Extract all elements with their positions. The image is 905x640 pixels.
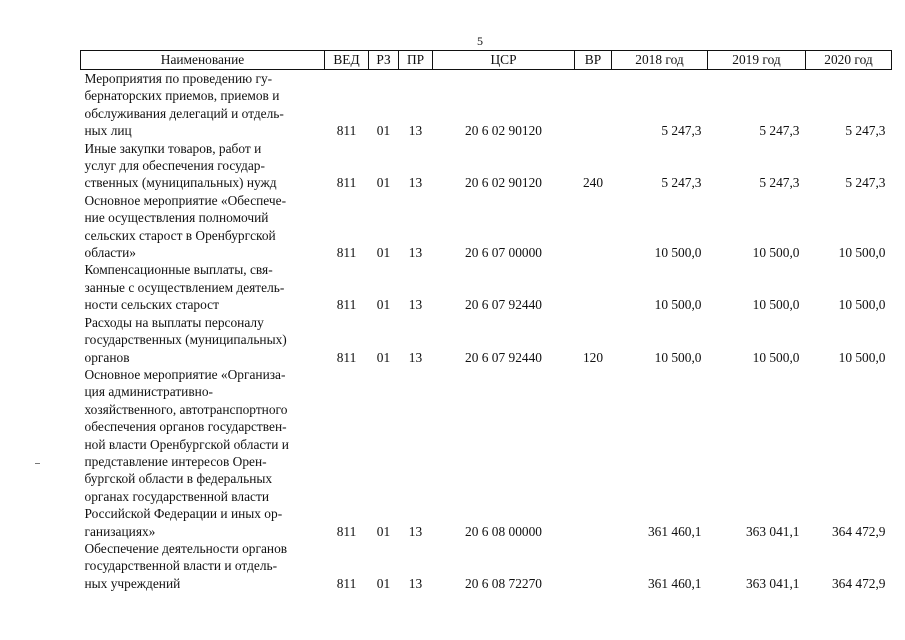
row-csr: 20 6 08 72270: [465, 575, 542, 591]
row-vr: [575, 261, 612, 313]
row-2018: 10 500,0: [654, 349, 702, 365]
row-pr: 13: [408, 523, 423, 539]
row-rz: 01: [376, 245, 391, 261]
row-ved: 811: [336, 575, 357, 591]
col-header-2019: 2019 год: [708, 51, 806, 70]
table-row: [81, 140, 892, 192]
row-csr: 20 6 07 00000: [465, 245, 542, 261]
table-header: [81, 51, 892, 70]
row-vr: [575, 366, 612, 540]
row-csr: 20 6 07 92440: [465, 297, 542, 313]
row-vr: 240: [582, 175, 604, 191]
col-header-csr: ЦСР: [433, 51, 575, 70]
row-2019: 363 041,1: [745, 575, 800, 591]
table-row: [81, 261, 892, 313]
row-2020: 10 500,0: [838, 245, 886, 261]
row-2019: 10 500,0: [752, 245, 800, 261]
row-ved: 811: [336, 245, 357, 261]
row-rz: 01: [376, 523, 391, 539]
header-row: [81, 51, 892, 70]
table-body: [81, 70, 892, 593]
col-header-pr: ПР: [399, 51, 433, 70]
row-name: Расходы на выплаты персоналу государственных (муниципальных) органов: [84, 314, 287, 365]
row-pr: 13: [408, 175, 423, 191]
budget-table: [80, 50, 892, 592]
row-ved: 811: [336, 297, 357, 313]
table-row: [81, 540, 892, 592]
row-2018: 361 460,1: [647, 575, 702, 591]
row-csr: 20 6 07 92440: [465, 349, 542, 365]
row-2020: 5 247,3: [845, 123, 886, 139]
row-name: Мероприятия по проведению гу- бернаторских приемов, приемов и обслуживания делегаций и отдель- ных лиц: [84, 71, 284, 139]
row-2018: 5 247,3: [661, 175, 702, 191]
row-2018: 5 247,3: [661, 123, 702, 139]
row-name: Основное мероприятие «Обеспече- ние осуществления полномочий сельских старост в Оренбургской области»: [84, 192, 287, 261]
row-2020: 10 500,0: [838, 349, 886, 365]
col-header-name: Наименование: [81, 51, 325, 70]
page-number: 5: [477, 34, 483, 48]
row-2019: 363 041,1: [745, 523, 800, 539]
row-vr: [575, 540, 612, 592]
row-ved: 811: [336, 123, 357, 139]
col-header-rz: РЗ: [369, 51, 399, 70]
col-header-2018: 2018 год: [612, 51, 708, 70]
row-csr: 20 6 08 00000: [465, 523, 542, 539]
row-name: Основное мероприятие «Организа- ция административно- хозяйственного, автотранспортного обеспечения органов государствен- ной власти Оренбургской области и представление интересов Орен- бургской области в федеральных органах государственной власти Российской Федерации и иных ор- ганизациях»: [84, 366, 289, 539]
row-vr: [575, 70, 612, 140]
row-rz: 01: [376, 349, 391, 365]
row-2018: 10 500,0: [654, 297, 702, 313]
row-pr: 13: [408, 297, 423, 313]
row-name: Иные закупки товаров, работ и услуг для обеспечения государ- ственных (муниципальных) нужд: [84, 140, 277, 191]
row-2019: 10 500,0: [752, 297, 800, 313]
row-2020: 364 472,9: [831, 575, 886, 591]
table-row: [81, 366, 892, 540]
row-ved: 811: [336, 175, 357, 191]
row-pr: 13: [408, 575, 423, 591]
row-csr: 20 6 02 90120: [465, 123, 542, 139]
row-ved: 811: [336, 523, 357, 539]
scan-mark: [35, 463, 40, 464]
row-vr: [575, 192, 612, 262]
col-header-vr: ВР: [575, 51, 612, 70]
row-2019: 10 500,0: [752, 349, 800, 365]
row-2019: 5 247,3: [759, 175, 800, 191]
row-rz: 01: [376, 575, 391, 591]
row-pr: 13: [408, 123, 423, 139]
row-rz: 01: [376, 175, 391, 191]
table-row: [81, 314, 892, 366]
row-2020: 5 247,3: [845, 175, 886, 191]
row-name: Компенсационные выплаты, свя- занные с осуществлением деятель- ности сельских старост: [84, 262, 285, 313]
row-2018: 10 500,0: [654, 245, 702, 261]
row-rz: 01: [376, 297, 391, 313]
row-2019: 5 247,3: [759, 123, 800, 139]
table-row: [81, 192, 892, 262]
row-2018: 361 460,1: [647, 523, 702, 539]
row-name: Обеспечение деятельности органов государственной власти и отдель- ных учреждений: [84, 540, 288, 591]
row-pr: 13: [408, 245, 423, 261]
row-ved: 811: [336, 349, 357, 365]
row-2020: 10 500,0: [838, 297, 886, 313]
col-header-ved: ВЕД: [325, 51, 369, 70]
row-2020: 364 472,9: [831, 523, 886, 539]
row-rz: 01: [376, 123, 391, 139]
row-vr: 120: [582, 349, 604, 365]
table-row: [81, 70, 892, 140]
row-csr: 20 6 02 90120: [465, 175, 542, 191]
col-header-2020: 2020 год: [806, 51, 892, 70]
row-pr: 13: [408, 349, 423, 365]
